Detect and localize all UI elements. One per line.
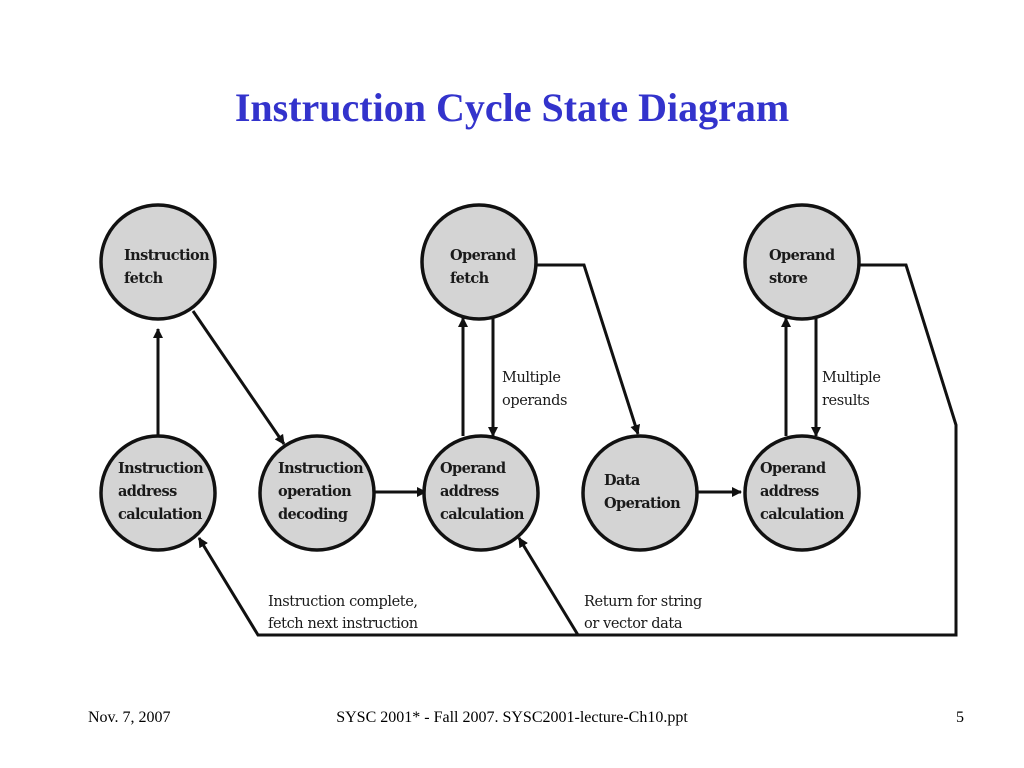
edge-fetch-to-decode bbox=[193, 311, 284, 444]
note-multiple-results: Multiple results bbox=[822, 370, 881, 409]
footer-date: Nov. 7, 2007 bbox=[88, 709, 171, 726]
state-operand-fetch bbox=[422, 205, 536, 319]
svg-text:Instruction fetch: Instruction fetch bbox=[124, 247, 210, 287]
svg-text:Instruction operation: Instruction operation decoding bbox=[278, 460, 364, 523]
edge-return-string-to-oac1 bbox=[519, 538, 578, 635]
state-operand-address-calculation-1 bbox=[424, 436, 538, 550]
state-instruction-address-calculation bbox=[101, 436, 215, 550]
svg-text:Operand address: Operand address calculation bbox=[440, 460, 524, 523]
state-instruction-operation-decoding bbox=[260, 436, 374, 550]
state-data-operation bbox=[583, 436, 697, 550]
state-instruction-fetch bbox=[101, 205, 215, 319]
note-instruction-complete: Instruction complete, fetch next instruction bbox=[268, 594, 418, 632]
note-return-for-string: Return for string or vector data bbox=[584, 594, 702, 632]
footer-page-number: 5 bbox=[956, 709, 964, 726]
svg-text:Instruction address: Instruction address calculation bbox=[118, 460, 204, 523]
svg-text:Operand store: Operand store bbox=[769, 247, 835, 287]
slide-title: Instruction Cycle State Diagram bbox=[234, 85, 790, 130]
svg-text:Operand fetch: Operand fetch bbox=[450, 247, 516, 287]
footer-course: SYSC 2001* - Fall 2007. SYSC2001-lecture-Ch10.ppt bbox=[336, 709, 688, 726]
svg-text:Data Operation: Data Operation bbox=[604, 472, 681, 512]
state-operand-store bbox=[745, 205, 859, 319]
svg-text:Operand address: Operand address calculation bbox=[760, 460, 844, 523]
note-multiple-operands: Multiple operands bbox=[502, 370, 568, 409]
state-operand-address-calculation-2 bbox=[745, 436, 859, 550]
